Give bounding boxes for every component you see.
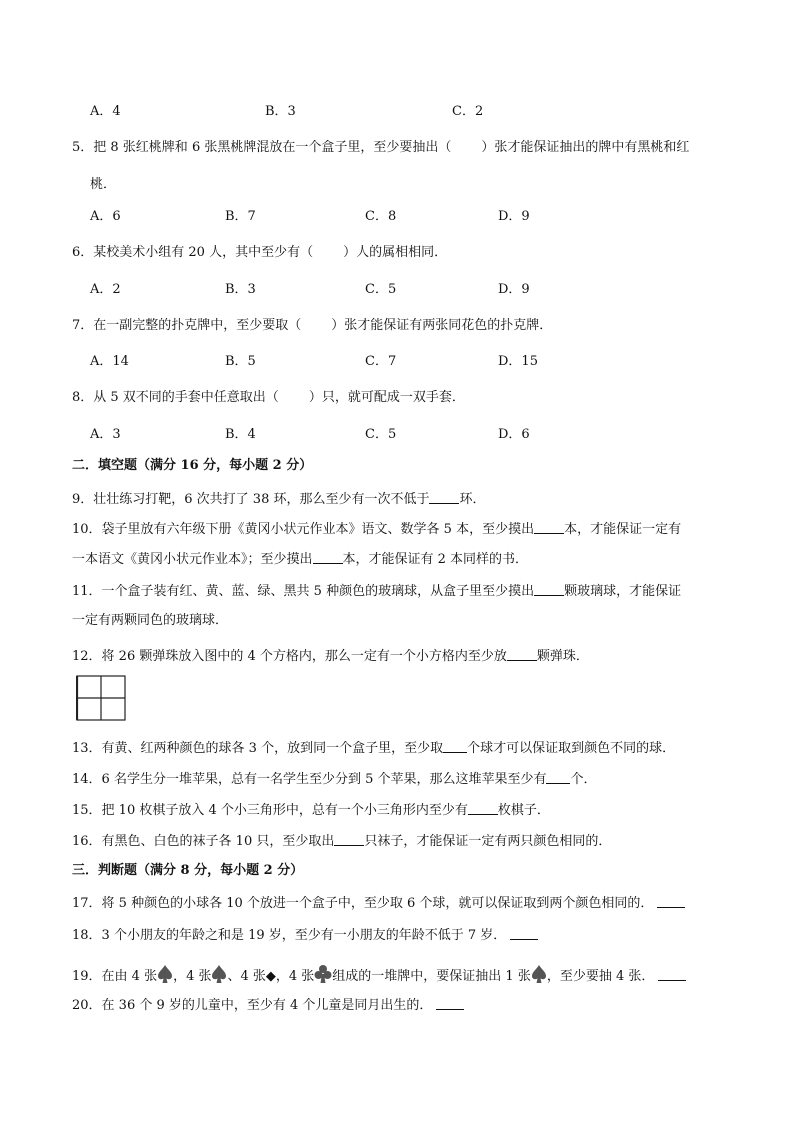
section-2-heading: 二．填空题（满分 16 分，每小题 2 分） [72, 458, 313, 473]
q6-stem: 6．某校美术小组有 20 人，其中至少有（ ）人的属相相同． [72, 245, 448, 260]
spade-icon [211, 964, 227, 984]
q12: 12．将 26 颗弹珠放入图中的 4 个方格内，那么一定有一个小方格内至少放 颗弹珠． [72, 649, 589, 664]
q8-option-d: D．6 [498, 427, 530, 442]
q8-option-a: A．3 [90, 427, 121, 442]
q6-option-c: C．5 [365, 282, 397, 297]
q6-option-d: D．9 [498, 282, 530, 297]
q7-options [90, 353, 730, 371]
q5-stem-cont: 桃． [90, 177, 117, 192]
q8-option-b: B．4 [225, 427, 256, 442]
four-square-grid-figure [76, 675, 126, 721]
q6-option-b: B．3 [225, 282, 256, 297]
q11-line1: 11．一个盒子装有红、黄、蓝、绿、黑共 5 种颜色的玻璃球，从盒子里至少摸出 颗玻璃球，才能保证 [72, 584, 682, 599]
q20-blank[interactable] [436, 996, 464, 1010]
q10-blank-2[interactable] [313, 550, 343, 564]
q10-blank-1[interactable] [534, 520, 564, 534]
q7-stem: 7．在一副完整的扑克牌中，至少要取（ ）张才能保证有两张同花色的扑克牌． [72, 318, 553, 333]
q5-options [90, 208, 730, 226]
q20: 20．在 36 个 9 岁的儿童中，至少有 4 个儿童是同月出生的． [72, 996, 464, 1015]
q11-blank[interactable] [534, 582, 564, 596]
q12-blank[interactable] [507, 647, 537, 661]
q6-options [90, 281, 730, 299]
q17-blank[interactable] [657, 894, 685, 908]
q4-options [90, 103, 730, 121]
q8-stem: 8．从 5 双不同的手套中任意取出（ ）只，就可配成一双手套． [72, 390, 465, 405]
q17: 17．将 5 种颜色的小球各 10 个放进一个盒子中，至少取 6 个球，就可以保证取到两个颜色相同的． [72, 894, 685, 913]
q8-option-c: C．5 [365, 427, 397, 442]
q7-option-d: D．15 [498, 354, 538, 369]
q14-blank[interactable] [546, 770, 570, 784]
q6-option-a: A．2 [90, 282, 121, 297]
q9: 9．壮壮练习打靶，6 次共打了 38 环，那么至少有一次不低于 环． [72, 492, 486, 507]
spade-icon [157, 964, 173, 984]
q19: 19．在由 4 张 ，4 张 、4 张◆，4 张 组成的一堆牌中，要保证抽出 1 张 ，至少要抽 4 张． [72, 964, 686, 986]
spade-icon [531, 964, 547, 984]
q4-option-a: A．4 [90, 104, 121, 119]
q16: 16．有黑色、白色的袜子各 10 只，至少取出 只袜子，才能保证一定有两只颜色相同的． [72, 834, 612, 849]
q13: 13．有黄、红两种颜色的球各 3 个，放到同一个盒子里，至少取 个球才可以保证取到颜色不同的球． [72, 741, 676, 756]
q5-stem: 5．把 8 张红桃牌和 6 张黑桃牌混放在一个盒子里，至少要抽出（ ）张才能保证抽出的牌中有黑桃和红 [72, 140, 690, 155]
q16-blank[interactable] [334, 832, 364, 846]
q18: 18．3 个小朋友的年龄之和是 19 岁，至少有一小朋友的年龄不低于 7 岁． [72, 926, 538, 945]
club-icon [314, 964, 332, 984]
q15-blank[interactable] [468, 801, 498, 815]
q11-line2: 一定有两颗同色的玻璃球． [72, 613, 229, 628]
q7-option-a: A．14 [90, 354, 129, 369]
q7-option-c: C．7 [365, 354, 397, 369]
q9-blank[interactable] [429, 490, 459, 504]
q10-line2: 一本语文《黄冈小状元作业本》；至少摸出 本，才能保证有 2 本同样的书． [72, 552, 529, 567]
q4-option-c: C．2 [452, 104, 484, 119]
q5-option-d: D．9 [498, 209, 530, 224]
q5-option-b: B．7 [225, 209, 256, 224]
section-3-heading: 三．判断题（满分 8 分，每小题 2 分） [72, 863, 304, 878]
q10-line1: 10．袋子里放有六年级下册《黄冈小状元作业本》语文、数学各 5 本，至少摸出 本，才能保证一定有 [72, 522, 682, 537]
q18-blank[interactable] [510, 926, 538, 940]
q14: 14．6 名学生分一堆苹果，总有一名学生至少分到 5 个苹果，那么这堆苹果至少有 个． [72, 772, 597, 787]
q5-option-a: A．6 [90, 209, 121, 224]
q13-blank[interactable] [443, 739, 467, 753]
q19-blank[interactable] [658, 967, 686, 981]
q5-option-c: C．8 [365, 209, 397, 224]
q8-options [90, 426, 730, 444]
q4-option-b: B．3 [265, 104, 296, 119]
q15: 15．把 10 枚棋子放入 4 个小三角形中，总有一个小三角形内至少有 枚棋子． [72, 803, 550, 818]
q7-option-b: B．5 [225, 354, 256, 369]
